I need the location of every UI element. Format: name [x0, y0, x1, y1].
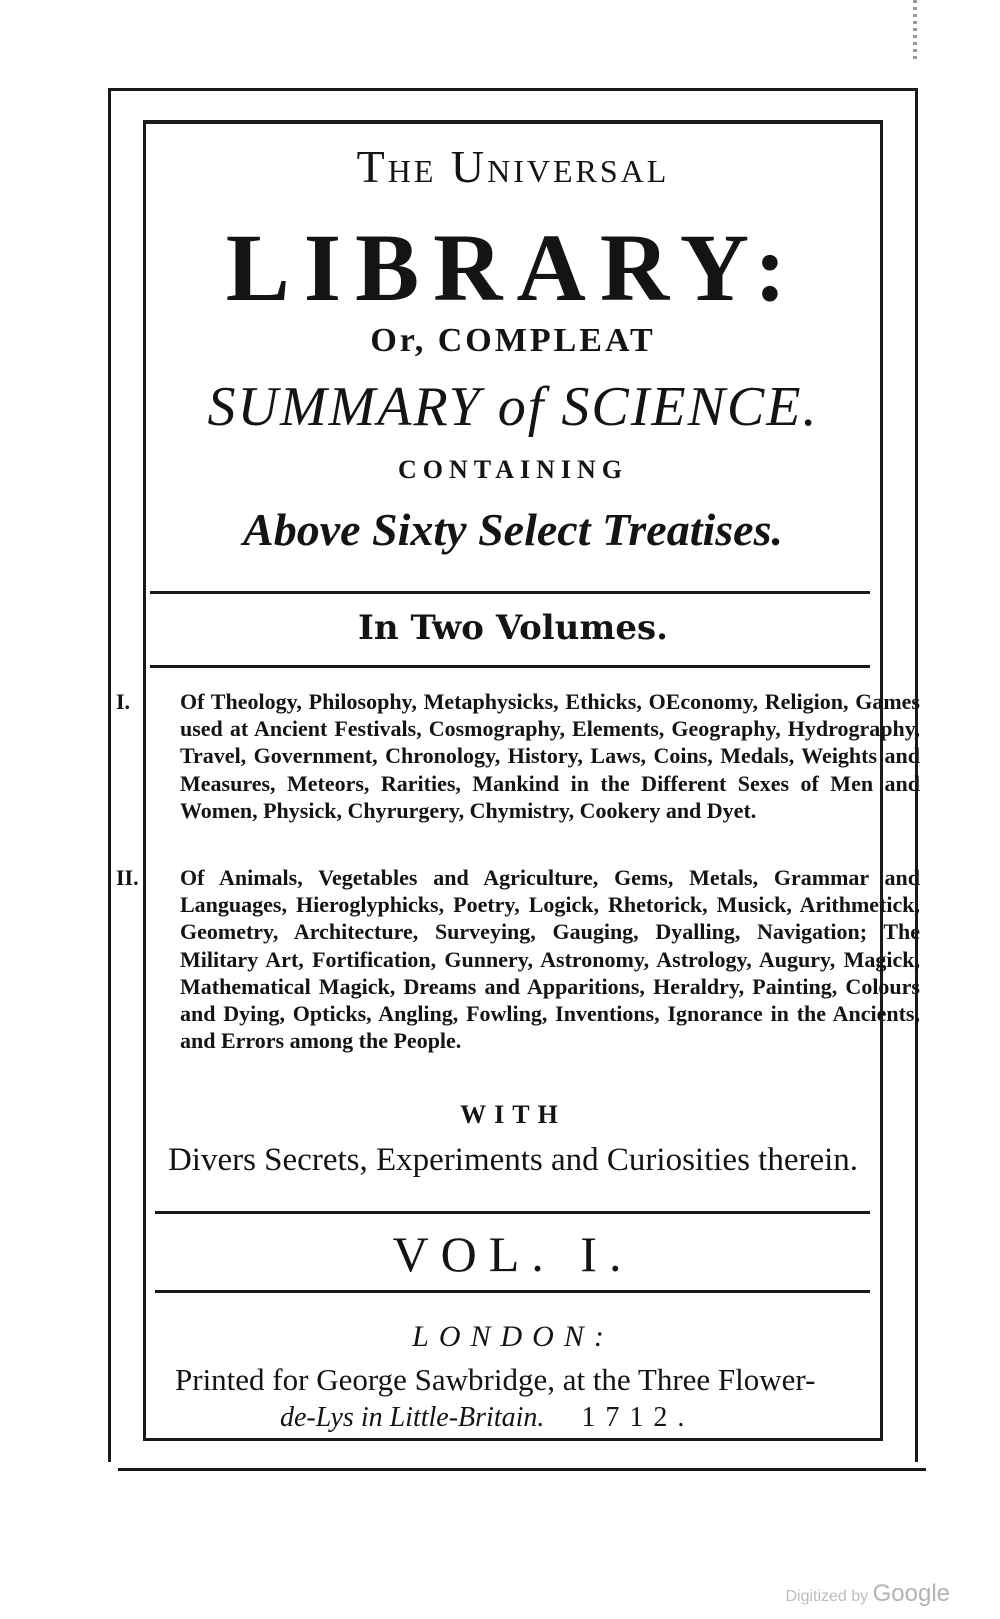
digitized-prefix: Digitized by — [785, 1588, 869, 1605]
title-library: LIBRARY: — [225, 214, 801, 321]
title-compleat: Or, COMPLEAT — [370, 322, 656, 359]
imprint-city — [108, 1320, 918, 1354]
item-number: I. — [116, 689, 131, 714]
divers-text: Divers Secrets, Experiments and Curiosities therein. — [167, 1142, 859, 1178]
with-text: WITH — [460, 1100, 566, 1129]
title-line-4 — [108, 375, 918, 439]
title-line-3 — [108, 322, 918, 360]
title-above-sixty: Above Sixty Select Treatises. — [243, 504, 783, 555]
bottom-rule-inner — [143, 1438, 883, 1441]
divers-line — [108, 1142, 918, 1179]
contents-item-2 — [116, 864, 920, 1054]
bottom-rule-outer — [118, 1468, 926, 1471]
imprint-line-2 — [280, 1402, 840, 1434]
imprint-city-text: LONDON: — [412, 1320, 614, 1353]
title-line-5 — [108, 455, 918, 485]
imprint-line-1 — [175, 1362, 880, 1398]
title-line-1 — [108, 140, 918, 193]
volumes-heading-text: In Two Volumes. — [358, 608, 668, 648]
imprint-line-2-text: de-Lys in Little-Britain. — [280, 1402, 545, 1433]
digitized-watermark — [785, 1580, 950, 1608]
rule-3 — [155, 1211, 870, 1214]
top-rule-inner — [143, 120, 883, 124]
with-line — [108, 1100, 918, 1130]
title-containing: CONTAINING — [398, 455, 628, 484]
item-number: II. — [116, 865, 139, 890]
rule-2 — [150, 665, 870, 668]
rule-4 — [155, 1290, 870, 1293]
volumes-heading — [108, 608, 918, 648]
imprint-year: 1712. — [581, 1402, 695, 1433]
volume-line — [108, 1225, 918, 1283]
item-text: Of Animals, Vegetables and Agriculture, Gems, Metals, Grammar and Languages, Hieroglyphicks, Poetry, Logick, Rhetorick, Musick, Arithmetick, Geometry, Architecture, Surveying, Gauging, Dyalling, Navigation; The Military Art, Fortification, Gunnery, Astronomy, Astrology, Augury, Magick, Mathematical Magick, Dreams and Apparitions, Heraldry, Painting, Colours and Dying, Opticks, Angling, Fowling, Inventions, Ignorance in the Ancients, and Errors among the People. — [180, 865, 920, 1054]
volume-label: VOL. I. — [392, 1226, 634, 1282]
rule-1 — [150, 591, 870, 594]
contents-item-1 — [116, 688, 920, 824]
scan-artifact — [913, 0, 917, 60]
title-line-6 — [108, 503, 918, 556]
title-summary-of-science: SUMMARY of SCIENCE. — [207, 376, 819, 438]
imprint-line-1-text: Printed for George Sawbridge, at the Three Flower- — [175, 1362, 816, 1397]
google-logo: Google — [872, 1580, 950, 1607]
item-text: Of Theology, Philosophy, Metaphysicks, Ethicks, OEconomy, Religion, Games used at Ancient Festivals, Cosmography, Elements, Geography, Hydrography, Travel, Government, Chronology, History, Laws, Coins, Medals, Weights and Measures, Meteors, Rarities, Mankind in the Different Sexes of Men and Women, Physick, Chyrurgery, Chymistry, Cookery and Dyet. — [180, 689, 920, 823]
title-universal: The Universal — [356, 141, 670, 192]
title-line-2 — [108, 212, 918, 323]
top-rule-outer — [108, 88, 918, 91]
